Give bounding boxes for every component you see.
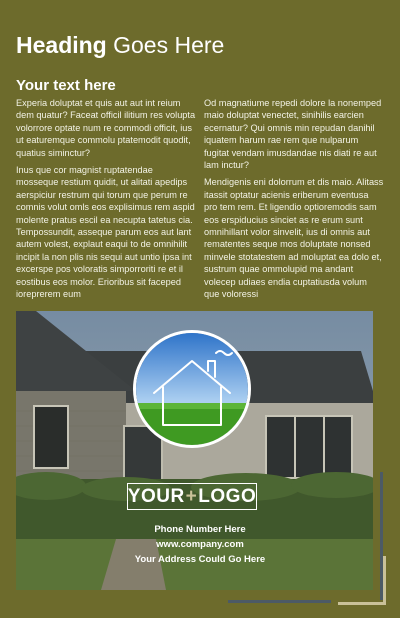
paragraph: Mendigenis eni dolorrum et dis maio. Alitass itassit optatur acienis eriberum eventusa pro tem rem. Et ligendio optioremodis sam eos erspiducius sinciet as re erum sunt omnihillant volor sinvelit, ius di omnis aut rematentes seque mos doluptate nonsed minvele stotatestem ad moluptat ea dolo et, sustrum quae ommolupid ma andant volecep udiaes endia cuptatiusda volum que voloressi (204, 177, 384, 300)
heading-bold: Heading (16, 32, 107, 58)
company-logo (127, 483, 257, 510)
text-column-right (204, 97, 384, 306)
contact-phone: Phone Number Here (154, 524, 246, 535)
contact-address: Your Address Could Go Here (134, 554, 266, 565)
paragraph: Inus que cor magnist ruptatendae mosseque restium quidit, ut alitati apedips aerspiciur restrum qui torum que perum re comnis volut omls eos explisimus rem aspid molente pratus escil ea necupta tatetus cia. Tempossundit, asseque parum eos aut lant autem volest, explaut eaqui to de omnihilit incipit la non plis nis sequi aut untio ipsa int excerspe pos voloratis simporroriti re et il eostibus eos molor. Erioribus sit faceped ioreprerem eum (16, 165, 195, 300)
paragraph: Od magnatiume repedi dolore la nonemped maio doluptat venectet, sinihilis earcien ecernatur? Qui omnis min repudan danihil iquatem harum rae rem que nulparum fugitat vendam imusdandae nis diati re aut lam inctur? (204, 98, 382, 171)
subheading: Your text here (16, 77, 116, 94)
paragraph: Experia doluptat et quis aut aut int reium dem quatur? Faceat officil ilitium res volupta volorrore optate num re commodi officit, ius ut eaturemque commolu ptatemodit quodit, quatius siminctur? (16, 98, 196, 158)
accent-bar-slate-horizontal (228, 600, 331, 603)
logo-text-right: LOGO (198, 485, 257, 507)
heading-rest: Goes Here (106, 32, 225, 58)
accent-bar-tan-vertical (383, 556, 386, 605)
accent-bar-tan-horizontal (338, 602, 386, 605)
logo-plus: + (185, 485, 198, 507)
house-outline-icon (136, 333, 248, 445)
contact-website: www.company.com (156, 539, 244, 550)
text-column-left (16, 97, 196, 306)
logo-text-left: YOUR (127, 485, 185, 507)
page-heading (16, 30, 224, 60)
house-icon-badge (133, 330, 251, 448)
